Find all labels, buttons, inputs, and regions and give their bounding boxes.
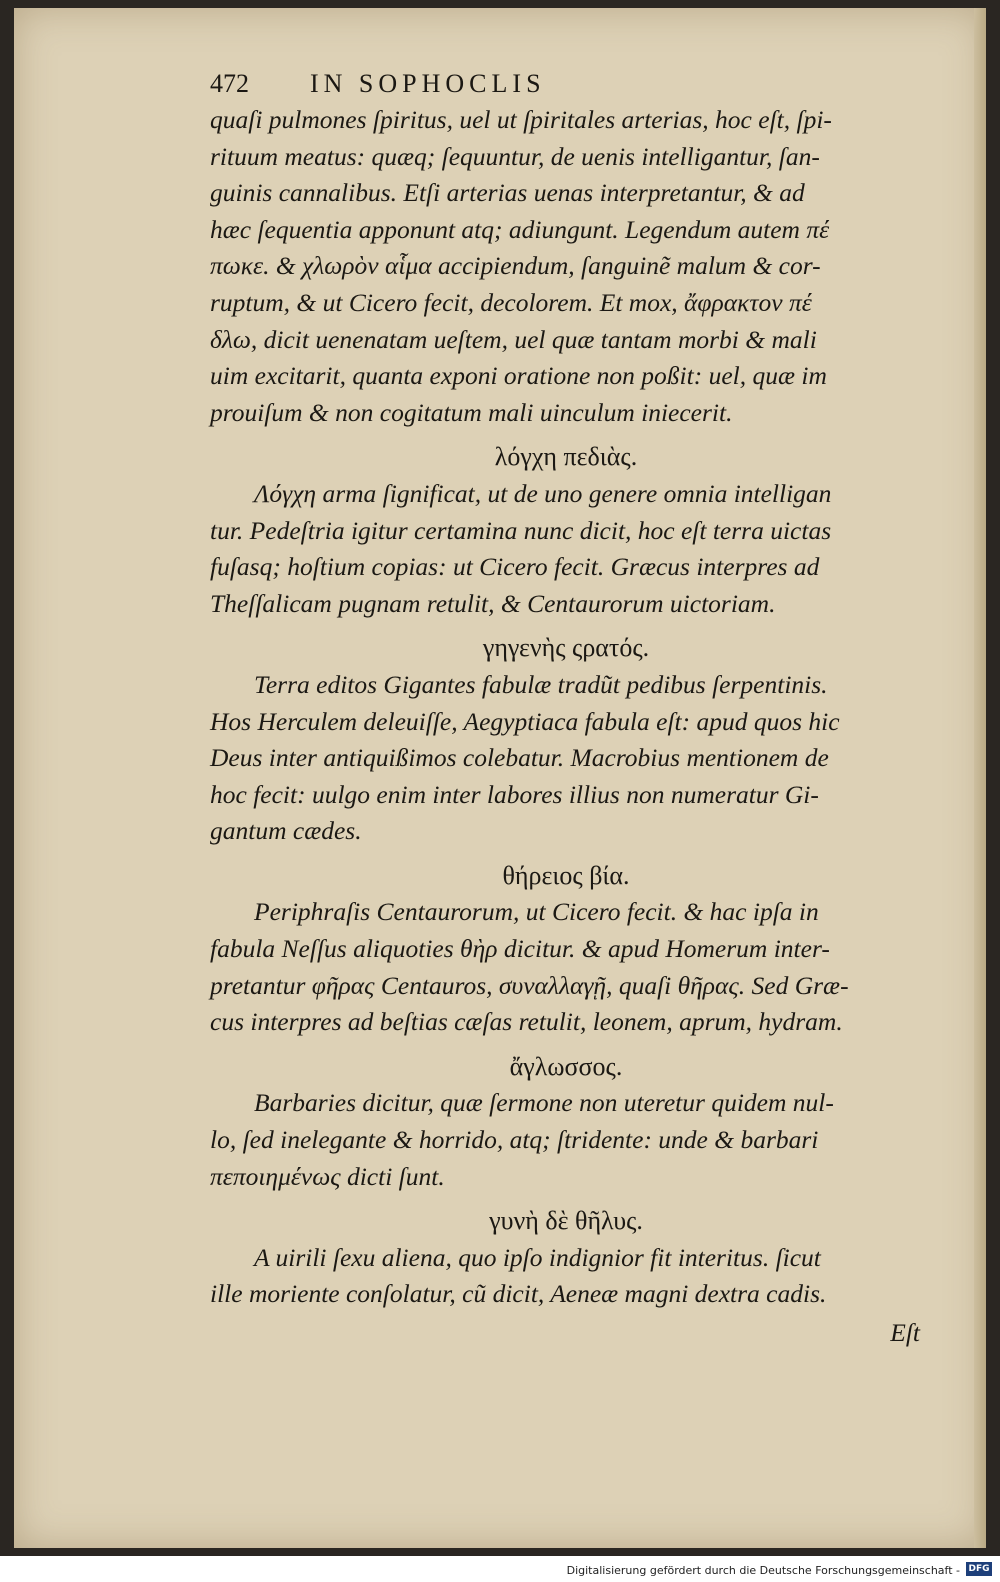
- text-line: πεποιημένως dicti ſunt.: [210, 1161, 445, 1191]
- text-line: Λόγχη arma ſignificat, ut de uno genere omnia intelligan: [254, 478, 832, 508]
- text-block: [210, 66, 922, 1352]
- text-line: Deus inter antiquißimos colebatur. Macrobius mentionem de: [210, 743, 829, 773]
- paragraph: [210, 894, 922, 1040]
- page-edge: [974, 8, 986, 1548]
- lemma-heading: λόγχη πεδιὰς.: [494, 442, 638, 472]
- lemma-heading: γυνὴ δὲ θῆλυς.: [489, 1206, 643, 1236]
- text-line: rituum meatus: quæq; ſequuntur, de uenis intelligantur, ſan-: [210, 141, 820, 171]
- text-line: tur. Pedeſtria igitur certamina nunc dicit, hoc eſt terra uictas: [210, 515, 832, 545]
- text-line: fuſasq; hoſtium copias: ut Cicero fecit. Græcus interpres ad: [210, 552, 820, 582]
- funding-credit: Digitalisierung gefördert durch die Deutsche Forschungsgemeinschaft -: [566, 1564, 960, 1577]
- paragraph: [210, 1240, 922, 1313]
- page-header: [210, 66, 922, 102]
- text-line: guinis cannalibus. Etſi arterias uenas interpretantur, & ad: [210, 178, 805, 208]
- page-number: 472: [210, 69, 249, 98]
- text-line: Barbaries dicitur, quæ ſermone non uteretur quidem nul-: [254, 1088, 834, 1118]
- text-line: gantum cædes.: [210, 816, 362, 846]
- text-line: hoc fecit: uulgo enim inter labores illius non numeratur Gi-: [210, 779, 819, 809]
- text-line: hæc ſequentia apponunt atq; adiungunt. Legendum autem πέ: [210, 214, 830, 244]
- text-line: ille moriente conſolatur, cũ dicit, Aeneæ magni dextra cadis.: [210, 1279, 827, 1309]
- paragraph: [210, 667, 922, 850]
- text-line: lo, ſed inelegante & horrido, atq; ſtridente: unde & barbari: [210, 1125, 819, 1155]
- text-line: Theſſalicam pugnam retulit, & Centaurorum uictoriam.: [210, 588, 776, 618]
- text-line: fabula Neſſus aliquoties θὴρ dicitur. & apud Homerum inter-: [210, 934, 830, 964]
- running-head: IN SOPHOCLIS: [310, 69, 546, 98]
- text-line: ruptum, & ut Cicero fecit, decolorem. Et mox, ἄφρακτον πέ: [210, 287, 812, 317]
- text-line: Periphraſis Centaurorum, ut Cicero fecit. & hac ipſa in: [254, 897, 819, 927]
- paragraph: [210, 1085, 922, 1195]
- catchword: Eſt: [890, 1318, 920, 1347]
- text-line: quaſi pulmones ſpiritus, uel ut ſpiritales arterias, hoc eſt, ſpi-: [210, 105, 832, 134]
- text-line: uim excitarit, quanta exponi oratione non poßit: uel, quæ im: [210, 361, 827, 391]
- paragraph: [210, 476, 922, 622]
- text-line: pretantur φῆρας Centauros, συναλλαγῇ, quaſi θῆρας. Sed Græ-: [210, 970, 849, 1000]
- text-line: πωκε. & χλωρὸν αἷμα accipiendum, ſanguinẽ malum & cor-: [210, 251, 821, 281]
- text-line: A uirili ſexu aliena, quo ipſo indignior fit interitus. ſicut: [254, 1242, 821, 1272]
- lemma-heading: γηγενὴς ςρατός.: [482, 633, 650, 663]
- text-line: Terra editos Gigantes fabulæ tradũt pedibus ſerpentinis.: [254, 669, 828, 699]
- text-line: prouiſum & non cogitatum mali uinculum iniecerit.: [210, 397, 733, 427]
- lemma-heading: θήρειος βία.: [502, 860, 630, 890]
- dfg-logo: DFG: [966, 1562, 992, 1576]
- text-line: δλω, dicit uenenatam ueſtem, uel quæ tantam morbi & mali: [210, 324, 817, 354]
- paragraph: [210, 102, 922, 431]
- text-line: Hos Herculem deleuiſſe, Aegyptiaca fabula eſt: apud quos hic: [210, 706, 840, 736]
- lemma-heading: ἄγλωσσος.: [509, 1051, 623, 1081]
- text-line: cus interpres ad beſtias cæſas retulit, leonem, aprum, hydram.: [210, 1007, 843, 1037]
